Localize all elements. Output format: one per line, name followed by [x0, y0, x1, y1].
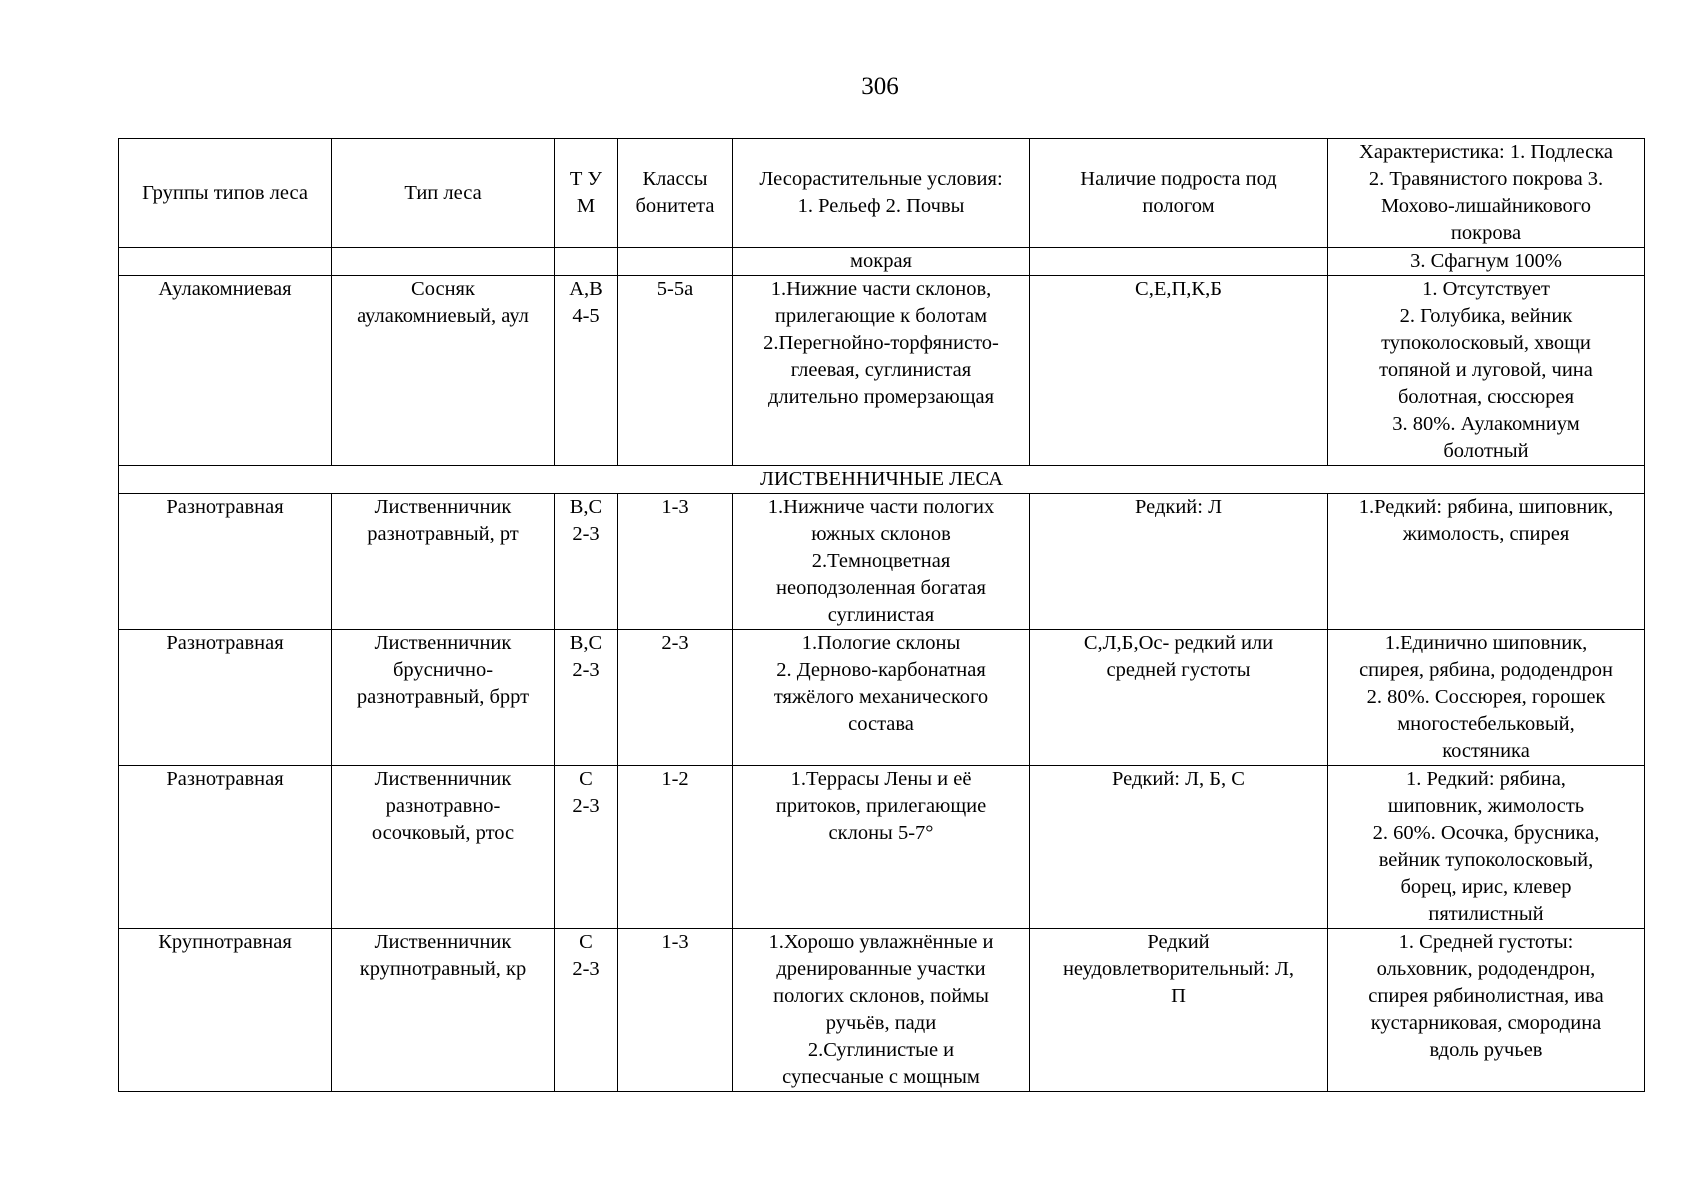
cell-text-line: 1. Отсутствует [1422, 278, 1550, 300]
cell-text-line: суглинистая [827, 604, 935, 626]
cell-text-line: длительно промерзающая [767, 386, 995, 408]
cell-text-line: Разнотравная [166, 632, 284, 654]
cell-text-line: Мохово-лишайникового [1381, 195, 1591, 217]
section-row [119, 466, 1645, 494]
cell-text-line: 1. Редкий: рябина, [1406, 768, 1566, 790]
cell-text-line: 1.Единично шиповник, [1384, 632, 1588, 654]
cell-tum [555, 766, 618, 929]
cell-group [119, 494, 332, 630]
cell-characteristics [1328, 248, 1645, 276]
cell-text-line: пятилистный [1428, 903, 1544, 925]
cell-text-line: 4-5 [572, 305, 600, 327]
cell-group [119, 276, 332, 466]
cell-text-line: С [579, 931, 593, 953]
cell-text-line: Т У [569, 168, 603, 190]
cell-text-line: Группы типов леса [142, 181, 308, 204]
cell-text-line: разнотравный, бррт [356, 686, 530, 708]
cell-text-line: В,С [569, 496, 603, 518]
cell-undergrowth [1030, 494, 1328, 630]
cell-text-line: неудовлетворительный: Л, [1062, 958, 1295, 980]
cell-text-line: глеевая, суглинистая [790, 359, 972, 381]
table-row [119, 276, 1645, 466]
cell-text-line: А,В [569, 278, 603, 300]
cell-text-line: П [1171, 985, 1186, 1007]
cell-tum [555, 929, 618, 1092]
cell-text-line: 1.Хорошо увлажнённые и [768, 931, 994, 953]
cell-text-line: бруснично- [392, 659, 494, 681]
cell-text-line: 2-3 [572, 523, 600, 545]
cell-text-line: 2. 80%. Соссюрея, горошек [1366, 686, 1606, 708]
cell-text-line: ручьёв, пади [825, 1012, 937, 1034]
cell-text-line: прилегающие к болотам [774, 305, 988, 327]
cell-text-line: М [576, 195, 596, 217]
cell-text-line: 2. Голубика, вейник [1399, 305, 1573, 327]
cell-text-line: 1. Средней густоты: [1398, 931, 1574, 953]
cell-text-line: ольховник, рододендрон, [1376, 958, 1596, 980]
cell-text-line: покрова [1450, 222, 1522, 244]
cell-characteristics [1328, 494, 1645, 630]
cell-bonitet-class [618, 248, 733, 276]
cell-characteristics [1328, 766, 1645, 929]
cell-text-line: спирея рябинолистная, ива [1368, 985, 1604, 1007]
cell-text-line: Характеристика: 1. Подлеска [1359, 141, 1613, 163]
cell-growing-conditions [733, 139, 1030, 248]
cell-forest-type [332, 766, 555, 929]
cell-forest-type [332, 494, 555, 630]
cell-text-line: 2.Темноцветная [811, 550, 951, 572]
cell-text-line: многостебельковый, [1397, 713, 1575, 735]
cell-text-line: дренированные участки [776, 958, 986, 980]
cell-characteristics [1328, 929, 1645, 1092]
cell-growing-conditions [733, 494, 1030, 630]
cell-text-line: Тип леса [404, 181, 482, 204]
cell-text-line: южных склонов [811, 523, 951, 545]
cell-characteristics [1328, 630, 1645, 766]
cell-forest-type [332, 248, 555, 276]
cell-text-line: 3. Сфагнум 100% [1410, 250, 1562, 272]
cell-text-line: жимолость, спирея [1402, 523, 1570, 545]
cell-text-line: разнотравный, рт [367, 523, 519, 545]
cell-text-line: 2-3 [661, 632, 689, 654]
cell-growing-conditions [733, 929, 1030, 1092]
cell-group [119, 929, 332, 1092]
cell-text-line: болотная, сюссюрея [1397, 386, 1575, 408]
cell-text-line: тяжёлого механического [773, 686, 989, 708]
cell-undergrowth [1030, 248, 1328, 276]
cell-text-line: состава [848, 713, 914, 735]
cell-text-line: супесчаные с мощным [782, 1066, 980, 1088]
cell-text-line: шиповник, жимолость [1387, 795, 1585, 817]
cell-text-line: пологих склонов, поймы [773, 985, 989, 1007]
cell-text-line: 1.Нижние части склонов, [770, 278, 992, 300]
table-row [119, 766, 1645, 929]
cell-growing-conditions [733, 630, 1030, 766]
cell-text-line: Редкий: Л, Б, С [1112, 768, 1245, 790]
cell-text-line: Крупнотравная [158, 931, 292, 953]
cell-text-line: 5-5а [656, 278, 694, 300]
cell-text-line: Разнотравная [166, 768, 284, 790]
cell-bonitet-class [618, 276, 733, 466]
cell-text-line: Аулакомниевая [158, 278, 292, 300]
cell-text-line: Наличие подроста под [1080, 168, 1277, 190]
cell-text-line: осочковый, ртос [371, 822, 515, 844]
cell-group [119, 630, 332, 766]
cell-text-line: топяной и луговой, чина [1379, 359, 1593, 381]
cell-text-line: 2-3 [572, 958, 600, 980]
cell-forest-type [332, 276, 555, 466]
cell-group [119, 248, 332, 276]
cell-text-line: Лиственничник [374, 931, 512, 953]
cell-text-line: 2. Дерново-карбонатная [776, 659, 986, 681]
cell-text-line: 2-3 [572, 659, 600, 681]
cell-undergrowth [1030, 276, 1328, 466]
cell-text-line: 2.Суглинистые и [807, 1039, 955, 1061]
cell-text-line: 1. Рельеф 2. Почвы [797, 195, 965, 217]
cell-text-line: пологом [1142, 195, 1215, 217]
cell-tum [555, 630, 618, 766]
cell-text-line: болотный [1443, 440, 1529, 462]
cell-text-line: 1.Нижниче части пологих [767, 496, 995, 518]
cell-forest-type [332, 139, 555, 248]
cell-text-line: разнотравно- [385, 795, 501, 817]
cell-characteristics [1328, 139, 1645, 248]
cell-text-line: крупнотравный, кр [359, 958, 527, 980]
table-row [119, 630, 1645, 766]
cell-undergrowth [1030, 929, 1328, 1092]
cell-text-line: С,Е,П,К,Б [1135, 278, 1222, 300]
cell-text-line: С [579, 768, 593, 790]
cell-text-line: притоков, прилегающие [775, 795, 987, 817]
cell-text-line: Лиственничник [374, 632, 512, 654]
cell-growing-conditions [733, 276, 1030, 466]
cell-tum [555, 276, 618, 466]
cell-bonitet-class [618, 139, 733, 248]
cell-text-line: Разнотравная [166, 496, 284, 518]
cell-text-line: кустарниковая, смородина [1370, 1012, 1602, 1034]
cell-text-line: бонитета [635, 195, 715, 217]
cell-text-line: 2-3 [572, 795, 600, 817]
cell-text-line: борец, ирис, клевер [1400, 876, 1572, 898]
cell-bonitet-class [618, 630, 733, 766]
table-row [119, 494, 1645, 630]
cell-text-line: 3. 80%. Аулакомниум [1392, 413, 1580, 435]
cell-text-line: Сосняк [411, 278, 475, 300]
cell-tum [555, 494, 618, 630]
cell-text-line: костяника [1442, 740, 1530, 762]
page-number: 306 [861, 73, 899, 100]
cell-growing-conditions [733, 248, 1030, 276]
cell-bonitet-class [618, 766, 733, 929]
cell-text-line: неоподзоленная богатая [776, 577, 986, 599]
cell-tum [555, 139, 618, 248]
cell-undergrowth [1030, 766, 1328, 929]
cell-text-line: Лиственничник [374, 496, 512, 518]
cell-text-line: тупоколосковый, хвощи [1381, 332, 1591, 354]
cell-text-line: склоны 5-7° [828, 822, 934, 844]
cell-forest-type [332, 929, 555, 1092]
forest-types-table [118, 138, 1645, 1092]
cell-text-line: спирея, рябина, рододендрон [1359, 659, 1613, 681]
section-title: ЛИСТВЕННИЧНЫЕ ЛЕСА [119, 466, 1645, 494]
table-row [119, 929, 1645, 1092]
cell-text-line: аулакомниевый, аул [357, 305, 529, 327]
cell-text-line: Редкий: Л [1134, 496, 1222, 518]
cell-text-line: вейник тупоколосковый, [1378, 849, 1594, 871]
cell-bonitet-class [618, 494, 733, 630]
cell-text-line: 2. Травянистого покрова 3. [1368, 168, 1604, 190]
cell-text-line: Лесорастительные условия: [759, 168, 1003, 190]
cell-text-line: Лиственничник [374, 768, 512, 790]
cell-text-line: 1-3 [661, 496, 689, 518]
cell-text-line: 2.Перегнойно-торфянисто- [763, 332, 999, 354]
cell-undergrowth [1030, 139, 1328, 248]
cell-text-line: 1-2 [661, 768, 689, 790]
cell-text-line: 2. 60%. Осочка, брусника, [1372, 822, 1600, 844]
cell-text-line: средней густоты [1106, 659, 1251, 681]
cell-text-line: 1-3 [661, 931, 689, 953]
cell-text-line: Классы [642, 168, 708, 190]
cell-text-line: В,С [569, 632, 603, 654]
cell-text-line: 1.Редкий: рябина, шиповник, [1358, 496, 1614, 518]
cell-group [119, 139, 332, 248]
cell-forest-type [332, 630, 555, 766]
cell-text-line: 1.Пологие склоны [801, 632, 961, 654]
cell-text-line: вдоль ручьев [1429, 1039, 1543, 1061]
cell-tum [555, 248, 618, 276]
table-header-row [119, 139, 1645, 248]
cell-characteristics [1328, 276, 1645, 466]
cell-growing-conditions [733, 766, 1030, 929]
cell-text-line: мокрая [850, 250, 912, 272]
cell-text-line: 1.Террасы Лены и её [790, 768, 972, 790]
cell-group [119, 766, 332, 929]
cell-undergrowth [1030, 630, 1328, 766]
cell-text-line: С,Л,Б,Ос- редкий или [1083, 632, 1274, 654]
cell-text-line: Редкий [1147, 931, 1210, 953]
table-row [119, 248, 1645, 276]
cell-bonitet-class [618, 929, 733, 1092]
